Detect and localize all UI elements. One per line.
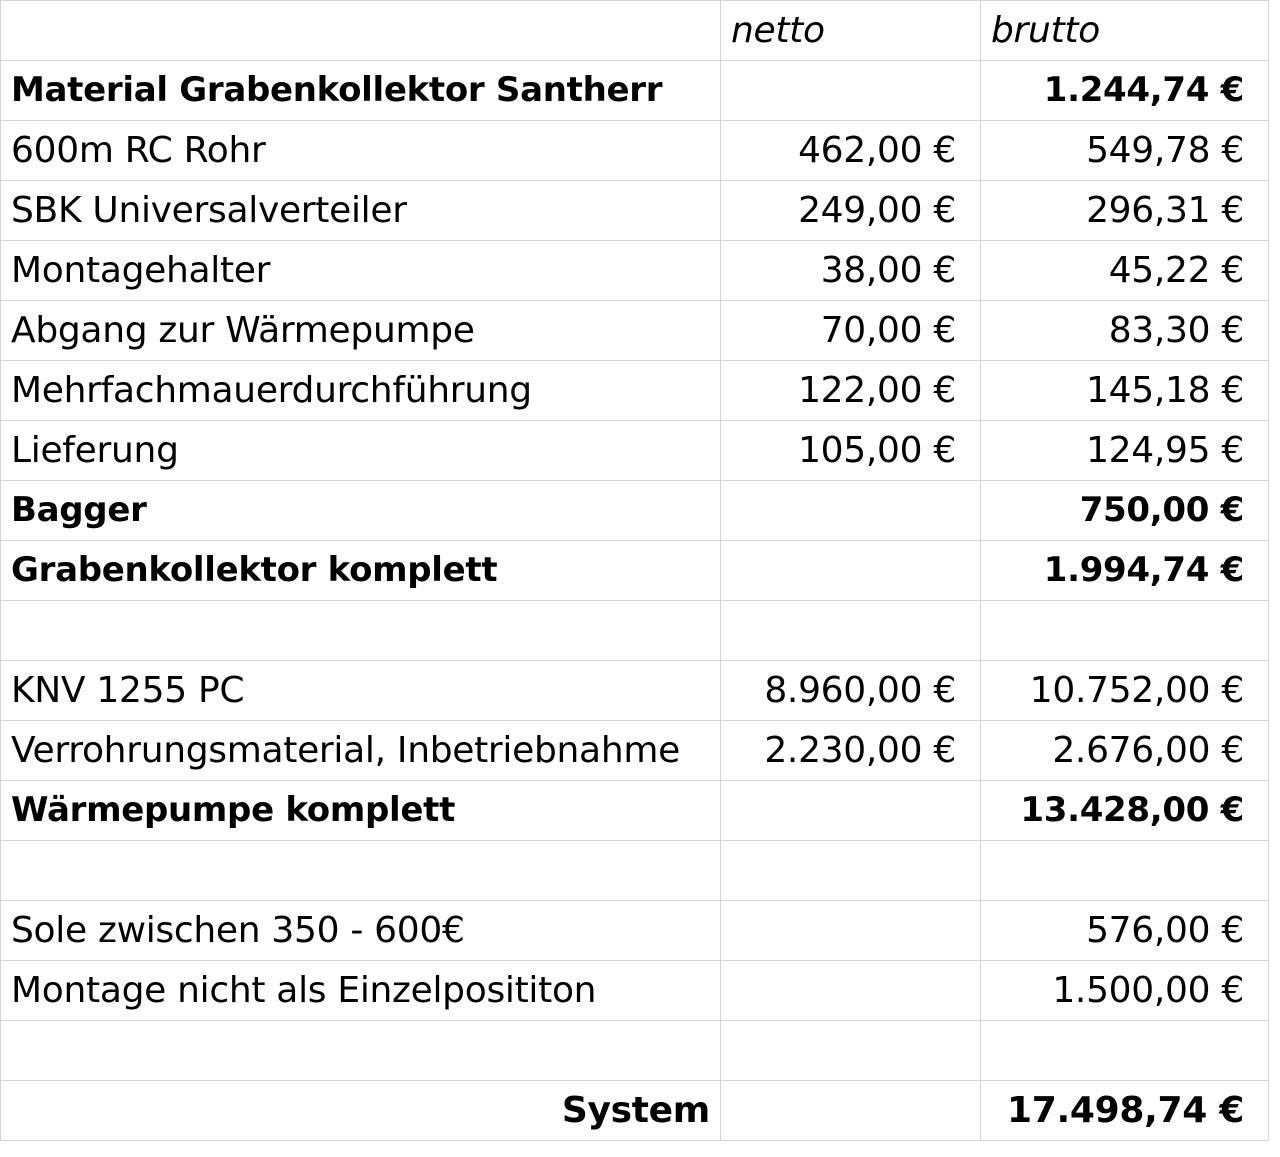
table-row [1, 1021, 1269, 1081]
cell-label[interactable]: SBK Universalverteiler [1, 181, 721, 241]
table-row [1, 841, 1269, 901]
cell-label[interactable]: Mehrfachmauerdurchführung [1, 361, 721, 421]
cell-brutto[interactable]: 296,31 € [981, 181, 1269, 241]
cell-label[interactable]: Verrohrungsmaterial, Inbetriebnahme [1, 721, 721, 781]
cell-label[interactable]: Wärmepumpe komplett [1, 781, 721, 841]
cell-netto[interactable]: 70,00 € [721, 301, 981, 361]
cell-brutto[interactable]: 124,95 € [981, 421, 1269, 481]
cell-header-label[interactable] [1, 1, 721, 61]
cell-label[interactable] [1, 601, 721, 661]
table-row [1, 601, 1269, 661]
cell-label[interactable]: Sole zwischen 350 - 600€ [1, 901, 721, 961]
cell-brutto[interactable]: 750,00 € [981, 481, 1269, 541]
cell-header-brutto[interactable]: brutto [981, 1, 1269, 61]
table-row [1, 961, 1269, 1021]
table-row [1, 61, 1269, 121]
table-row [1, 241, 1269, 301]
cell-brutto[interactable] [981, 1021, 1269, 1081]
cell-label[interactable]: KNV 1255 PC [1, 661, 721, 721]
table-row [1, 301, 1269, 361]
cell-netto[interactable]: 105,00 € [721, 421, 981, 481]
header-row [1, 1, 1269, 61]
cell-total-label[interactable]: System [1, 1081, 721, 1141]
cell-label[interactable]: Lieferung [1, 421, 721, 481]
cell-netto[interactable] [721, 601, 981, 661]
table-row [1, 541, 1269, 601]
cell-netto[interactable]: 249,00 € [721, 181, 981, 241]
cell-netto[interactable]: 2.230,00 € [721, 721, 981, 781]
cell-label[interactable] [1, 841, 721, 901]
cell-brutto[interactable]: 13.428,00 € [981, 781, 1269, 841]
cell-netto[interactable]: 462,00 € [721, 121, 981, 181]
table-row [1, 781, 1269, 841]
cell-netto[interactable] [721, 61, 981, 121]
cell-brutto[interactable] [981, 601, 1269, 661]
cell-brutto[interactable]: 1.994,74 € [981, 541, 1269, 601]
cell-brutto[interactable]: 45,22 € [981, 241, 1269, 301]
cell-brutto[interactable]: 576,00 € [981, 901, 1269, 961]
cell-label[interactable]: Grabenkollektor komplett [1, 541, 721, 601]
cell-label[interactable]: Abgang zur Wärmepumpe [1, 301, 721, 361]
cell-netto[interactable]: 8.960,00 € [721, 661, 981, 721]
cell-brutto[interactable]: 10.752,00 € [981, 661, 1269, 721]
cell-netto[interactable] [721, 781, 981, 841]
cell-label[interactable]: Material Grabenkollektor Santherr [1, 61, 721, 121]
cell-label[interactable]: Bagger [1, 481, 721, 541]
cell-netto[interactable]: 122,00 € [721, 361, 981, 421]
cell-netto[interactable]: 38,00 € [721, 241, 981, 301]
cell-brutto[interactable]: 549,78 € [981, 121, 1269, 181]
cell-brutto[interactable]: 1.500,00 € [981, 961, 1269, 1021]
cell-netto[interactable] [721, 961, 981, 1021]
cell-netto[interactable] [721, 481, 981, 541]
cell-brutto[interactable]: 145,18 € [981, 361, 1269, 421]
cell-header-netto[interactable]: netto [721, 1, 981, 61]
total-row [1, 1081, 1269, 1141]
cell-total-netto[interactable] [721, 1081, 981, 1141]
cell-brutto[interactable] [981, 841, 1269, 901]
cell-netto[interactable] [721, 1021, 981, 1081]
table-row [1, 721, 1269, 781]
cell-netto[interactable] [721, 841, 981, 901]
table-row [1, 181, 1269, 241]
cell-brutto[interactable]: 83,30 € [981, 301, 1269, 361]
cell-label[interactable]: Montagehalter [1, 241, 721, 301]
table-row [1, 901, 1269, 961]
cell-label[interactable]: 600m RC Rohr [1, 121, 721, 181]
table-row [1, 661, 1269, 721]
cell-total-brutto[interactable]: 17.498,74 € [981, 1081, 1269, 1141]
table-row [1, 361, 1269, 421]
table-row [1, 421, 1269, 481]
cell-netto[interactable] [721, 541, 981, 601]
table-row [1, 481, 1269, 541]
cell-label[interactable]: Montage nicht als Einzelposititon [1, 961, 721, 1021]
cell-brutto[interactable]: 1.244,74 € [981, 61, 1269, 121]
cell-netto[interactable] [721, 901, 981, 961]
table-row [1, 121, 1269, 181]
cell-label[interactable] [1, 1021, 721, 1081]
cell-brutto[interactable]: 2.676,00 € [981, 721, 1269, 781]
